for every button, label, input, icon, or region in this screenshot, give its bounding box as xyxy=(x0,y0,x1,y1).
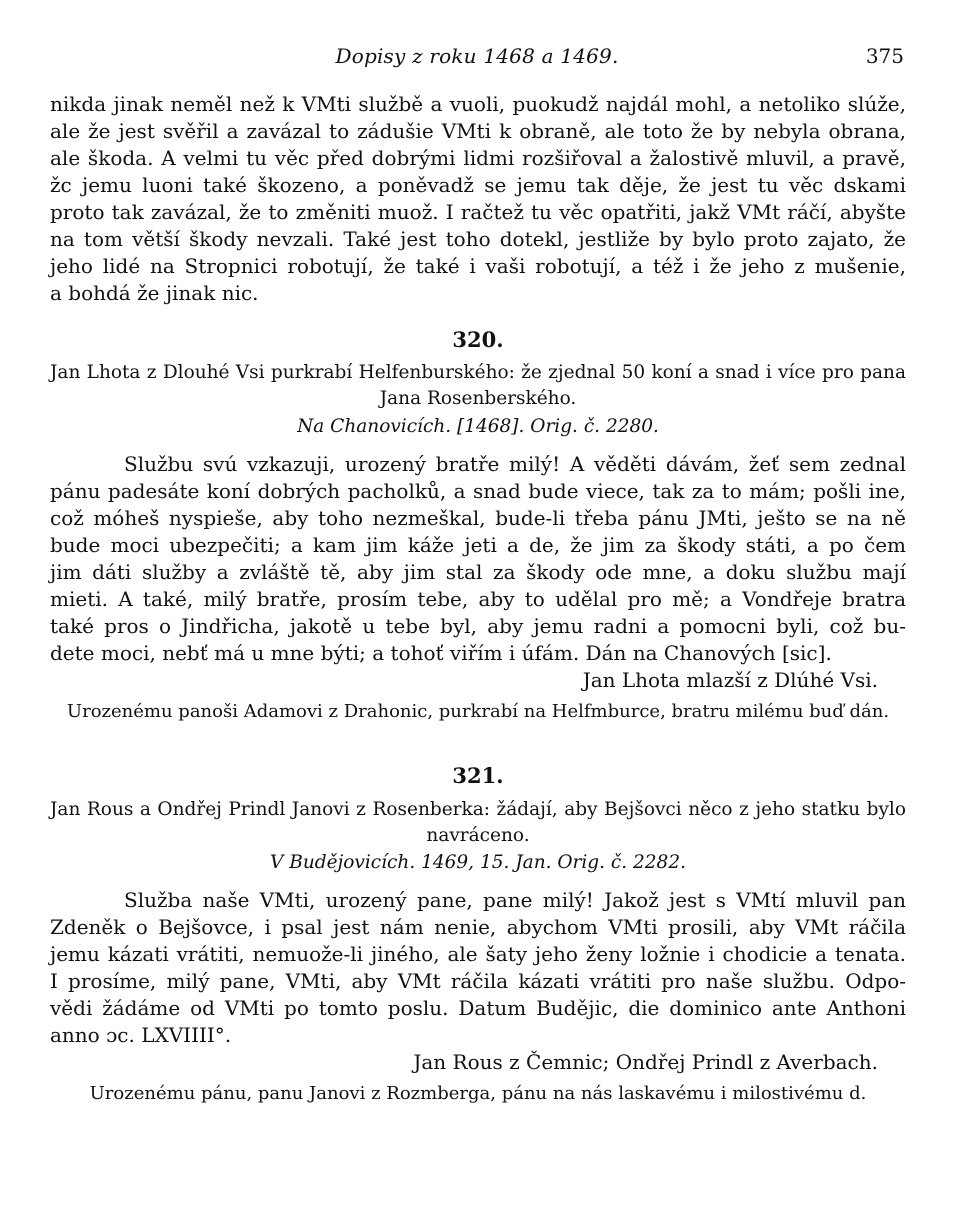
source-note: Na Chanovicích. [1468]. Orig. č. 2280. xyxy=(297,416,659,437)
text-line: mieti. A také, milý bratře, prosím tebe, aby to udělal pro mě; a Vondřeje bratra xyxy=(50,587,906,611)
letter-321-address xyxy=(50,1081,906,1107)
running-header xyxy=(50,44,904,74)
text-line: nikda jinak neměl než k VMti službě a vuoli, puokudž najdál mohl, a netoliko slúže, xyxy=(50,92,906,116)
text-line: proto tak zavázal, že to změniti muož. I račtež tu věc opatřiti, jakž VMt ráčí, abyšte xyxy=(50,200,906,224)
letter-320-source xyxy=(50,414,906,440)
page-number: 375 xyxy=(865,44,904,68)
letter-320 xyxy=(50,326,906,353)
text-line: jeho lidé na Stropnici robotují, že také i vaši robotují, a též i že jeho z mušenie, xyxy=(50,254,906,278)
text-line: což móheš nyspieše, aby toho nezmeškal, bude-li třeba pánu JMti, ješto se na ně xyxy=(50,506,906,530)
text-line: ale škoda. A velmi tu věc před dobrými lidmi rozšiřoval a žalostivě mluvil, a pravě, xyxy=(50,146,906,170)
text-line: jim dáti služby a zvláště tě, aby jim stal za škody ode mne, a doku službu mají xyxy=(50,560,906,584)
text-line: anno ɔc. LXVIIII°. xyxy=(50,1023,232,1047)
signature: Jan Lhota mlazší z Dlúhé Vsi. xyxy=(582,668,878,692)
running-title: Dopisy z roku 1468 a 1469. xyxy=(335,44,619,68)
signature: Jan Rous z Čemnic; Ondřej Prindl z Averbach. xyxy=(413,1050,878,1074)
letter-320-regest xyxy=(50,360,906,412)
text-line: pánu padesáte koní dobrých pacholků, a snad bude viece, tak za to mám; pošli ine, xyxy=(50,479,906,503)
letter-number: 320. xyxy=(452,327,504,352)
text-line: Službu svú vzkazuji, urozený bratře milý! A věděti dávám, žeť sem zednal xyxy=(124,452,906,476)
text-line: bude moci ubezpečiti; a kam jim káže jeti a de, že jim za škody státi, a po čem xyxy=(50,533,906,557)
letter-number: 321. xyxy=(452,763,504,788)
text-line: Zdeněk o Bejšovce, i psal jest nám nenie, abychom VMti prosili, aby VMt ráčila xyxy=(50,915,906,939)
text-line: ale že jest svěřil a zavázal to zádušie VMti k obraně, ale toto že by nebyla obrana, xyxy=(50,119,906,143)
regest-line: navráceno. xyxy=(426,825,530,846)
text-line: vědi žádáme od VMti po tomto poslu. Datum Budějic, die dominico ante Anthoni xyxy=(50,996,906,1020)
text-line: I prosíme, milý pane, VMti, aby VMt ráčila kázati vrátiti pro naše službu. Odpo- xyxy=(50,969,906,993)
letter-321-source xyxy=(50,850,906,876)
letter-321-regest xyxy=(50,797,906,849)
regest-line: Jana Rosenberského. xyxy=(379,388,577,409)
text-line: na tom větší škody nevzali. Také jest toho dotekl, jestliže by bylo proto zajato, že xyxy=(50,227,906,251)
letter-320-body xyxy=(50,451,906,694)
text-line: dete moci, nebť má u mne býti; a tohoť viřím i úfám. Dán na Chanových [sic]. xyxy=(50,641,832,665)
regest-line: Jan Rous a Ondřej Prindl Janovi z Rosenberka: žádají, aby Bejšovci něco z jeho statku bylo xyxy=(50,799,906,820)
text-line: jemu kázati vrátiti, nemuože-li jiného, ale šaty jeho ženy ložnie i chodicie a tenata. xyxy=(50,942,906,966)
text-line: také pros o Jindřicha, jakotě u tebe byl, aby jemu radni a pomocni byli, což bu- xyxy=(50,614,906,638)
letter-320-address xyxy=(50,699,906,725)
text-line: žc jemu luoni také škozeno, a poněvadž se jemu tak děje, že jest tu věc dskami xyxy=(50,173,906,197)
text-line: Služba naše VMti, urozený pane, pane milý! Jakož jest s VMtí mluvil pan xyxy=(124,888,906,912)
letter-321 xyxy=(50,762,906,789)
letter-321-body xyxy=(50,887,906,1076)
source-note: V Budějovicích. 1469, 15. Jan. Orig. č. 2282. xyxy=(270,852,686,873)
address-line: Urozenému panoši Adamovi z Drahonic, purkrabí na Helfmburce, bratru milému buď dán. xyxy=(66,701,890,722)
continued-letter-text xyxy=(50,91,906,307)
address-line: Urozenému pánu, panu Janovi z Rozmberga, pánu na nás laskavému i milostivému d. xyxy=(89,1083,867,1104)
regest-line: Jan Lhota z Dlouhé Vsi purkrabí Helfenburského: že zjednal 50 koní a snad i více pro pana xyxy=(50,362,906,383)
text-line: a bohdá že jinak nic. xyxy=(50,281,259,305)
